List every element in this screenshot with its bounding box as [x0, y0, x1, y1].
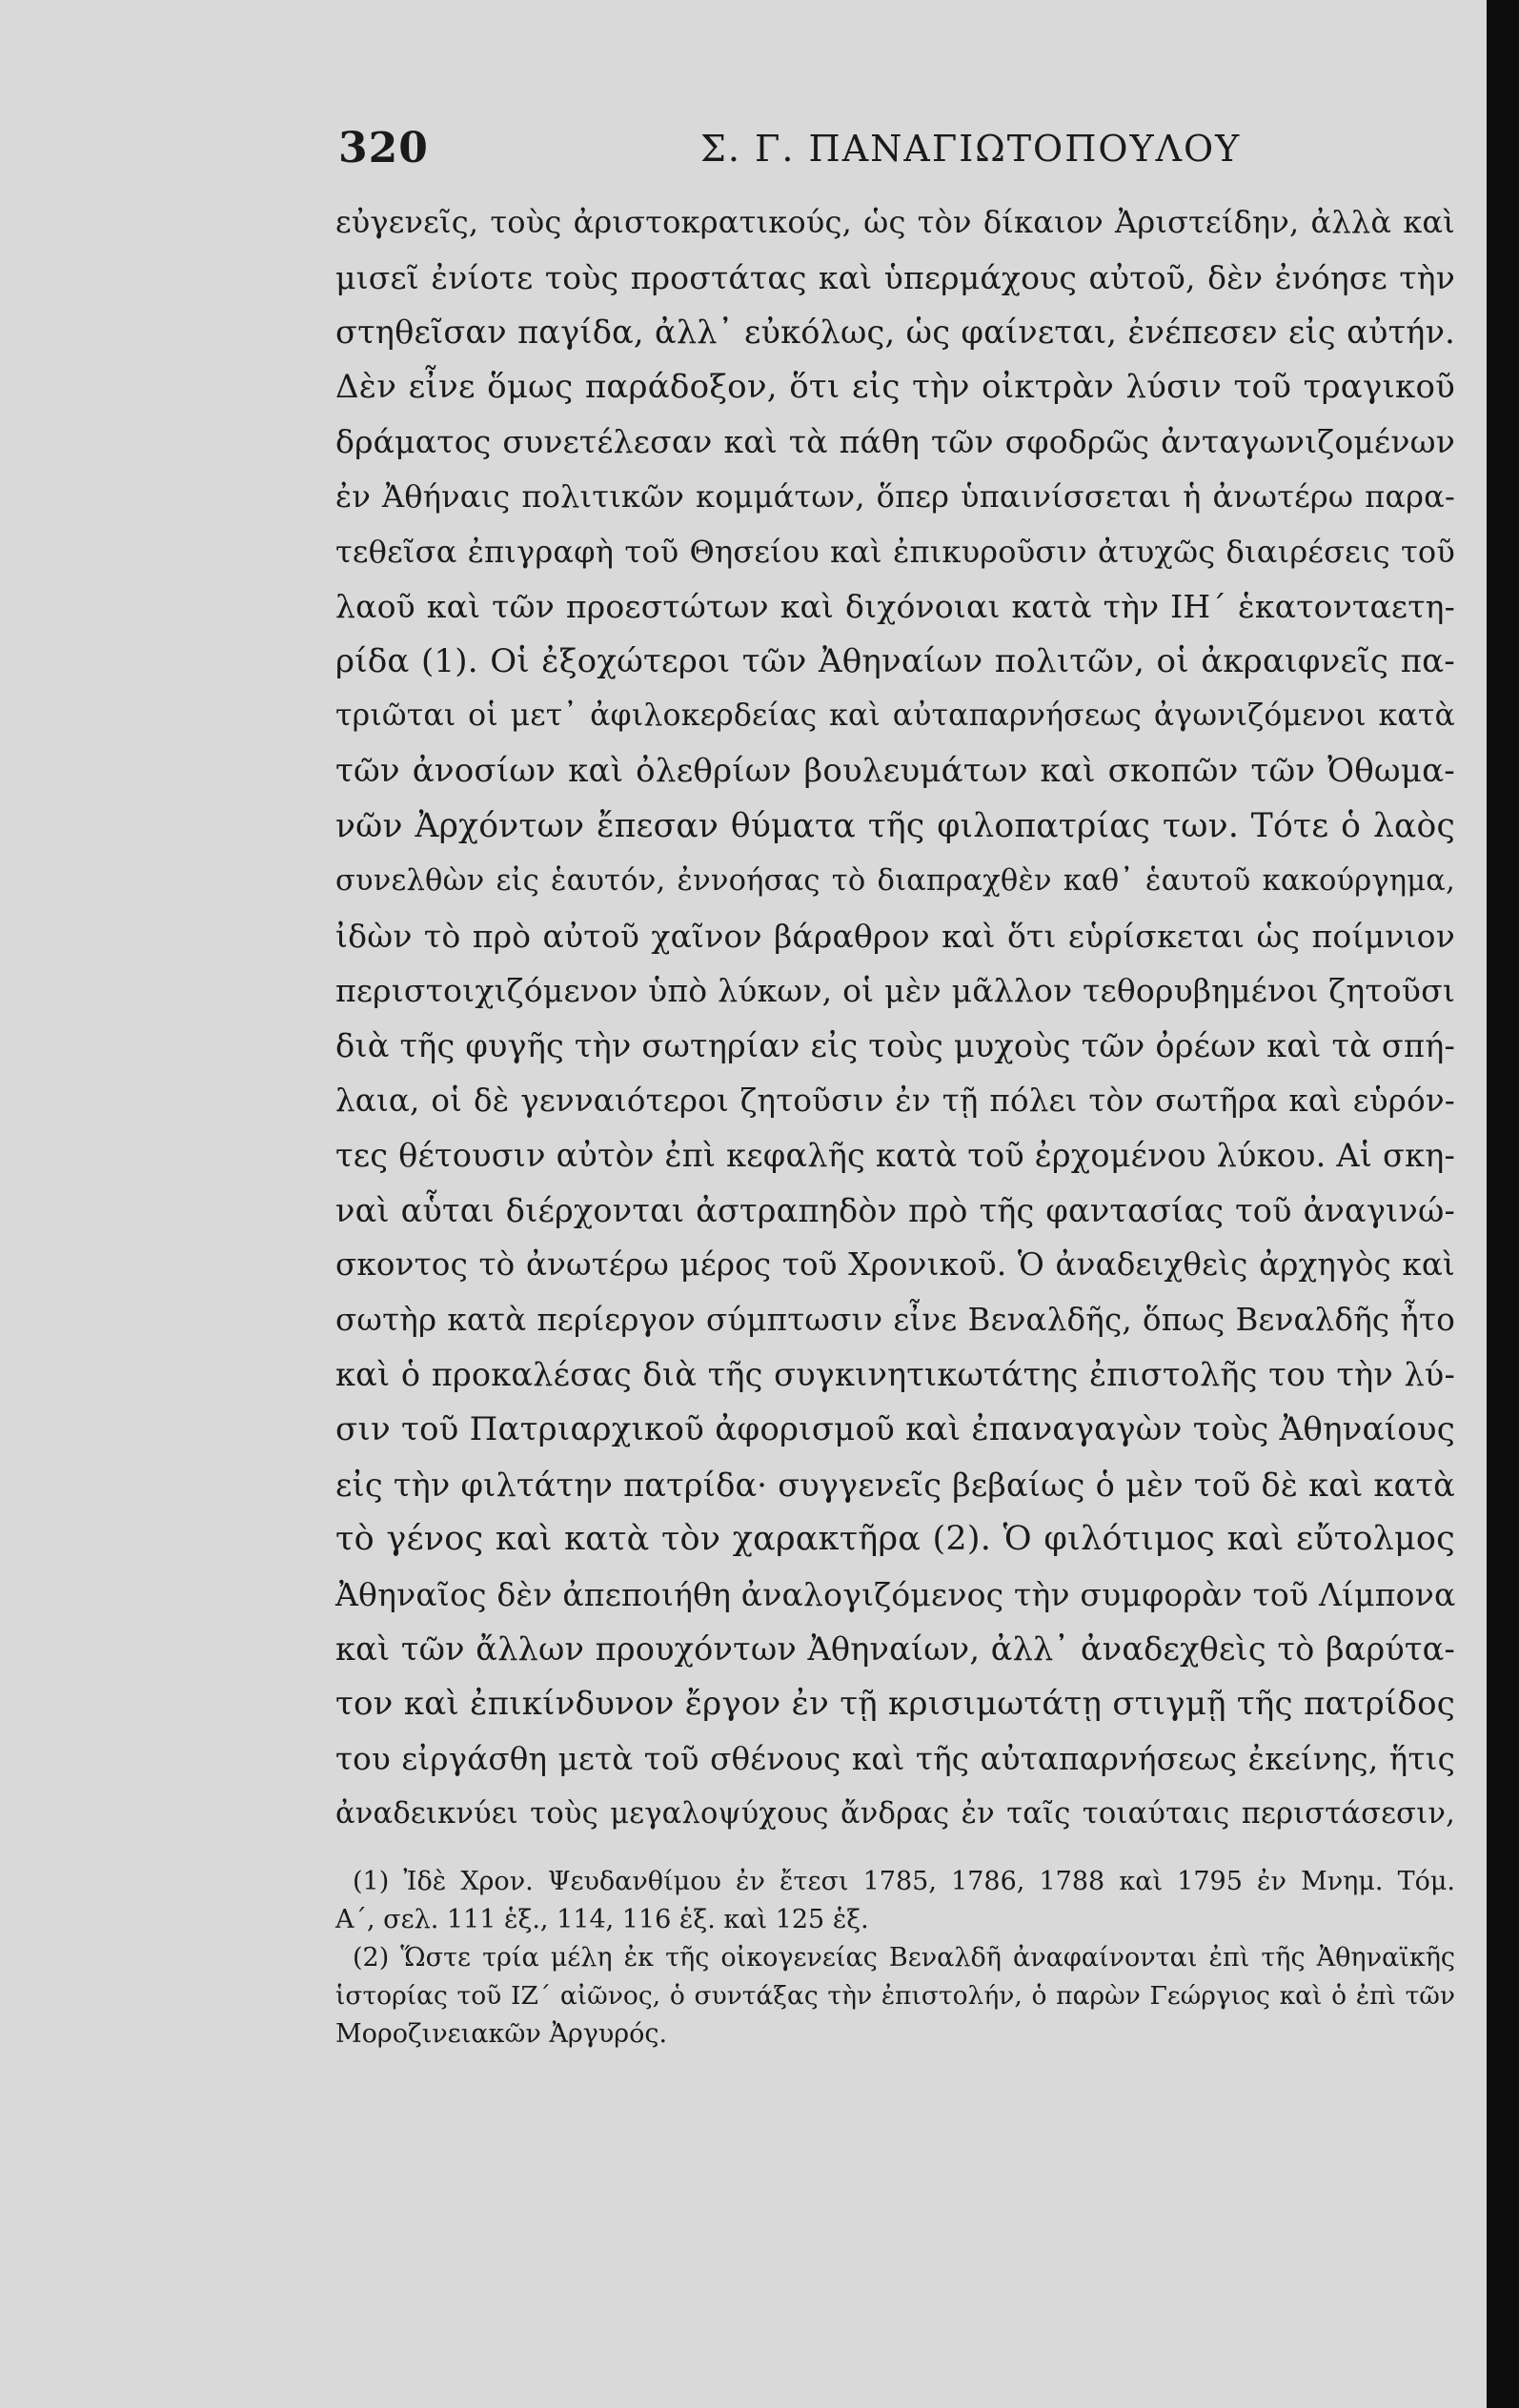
text-line: καὶ τῶν ἄλλων προυχόντων Ἀθηναίων, ἀλλ᾽ ἀναδεχθεὶς τὸ βαρύτα- — [335, 1630, 1455, 1669]
text-line: του εἰργάσθη μετὰ τοῦ σθένους καὶ τῆς αὐταπαρνήσεως ἐκείνης, ἥτις — [335, 1740, 1455, 1777]
text-line: τῶν ἀνοσίων καὶ ὀλεθρίων βουλευμάτων καὶ σκοπῶν τῶν Ὀθωμα- — [335, 751, 1455, 790]
text-line: περιστοιχιζόμενον ὑπὸ λύκων, οἱ μὲν μᾶλλον τεθορυβημένοι ζητοῦσι — [335, 972, 1455, 1010]
footnote-line: ἱστορίας τοῦ ΙΖ´ αἰῶνος, ὁ συντάξας τὴν ἐπιστολήν, ὁ παρὼν Γεώργιος καὶ ὁ ἐπὶ τῶν — [335, 1981, 1455, 2011]
text-line: σωτὴρ κατὰ περίεργον σύμπτωσιν εἶνε Βεναλδῆς, ὅπως Βεναλδῆς ἦτο — [335, 1301, 1455, 1338]
text-line: ἐν Ἀθήναις πολιτικῶν κομμάτων, ὅπερ ὑπαινίσσεται ἡ ἀνωτέρω παρα- — [335, 477, 1455, 515]
footnote-line: (2) Ὥστε τρία μέλη ἐκ τῆς οἰκογενείας Βεναλδῆ ἀναφαίνονται ἐπὶ τῆς Ἀθηναϊκῆς — [353, 1943, 1455, 1973]
text-line: καὶ ὁ προκαλέσας διὰ τῆς συγκινητικωτάτης ἐπιστολῆς του τὴν λύ- — [335, 1356, 1455, 1394]
running-head: Σ. Γ. ΠΑΝΑΓΙΩΤΟΠΟΥΛΟΥ — [700, 128, 1242, 170]
text-line: δράματος συνετέλεσαν καὶ τὰ πάθη τῶν σφοδρῶς ἀνταγωνιζομένων — [335, 423, 1455, 461]
footnote-line: (1) Ἰδὲ Χρον. Ψευδανθίμου ἐν ἔτεσι 1785, 1786, 1788 καὶ 1795 ἐν Μνημ. Τόμ. — [353, 1867, 1455, 1896]
text-line: τεθεῖσα ἐπιγραφὴ τοῦ Θησείου καὶ ἐπικυροῦσιν ἀτυχῶς διαιρέσεις τοῦ — [335, 533, 1455, 570]
text-line: συνελθὼν εἰς ἑαυτόν, ἐννοήσας τὸ διαπραχθὲν καθ᾽ ἑαυτοῦ κακούργημα, — [335, 864, 1455, 899]
footnotes — [335, 1863, 1455, 2054]
text-line: τον καὶ ἐπικίνδυνον ἔργον ἐν τῇ κρισιμωτάτῃ στιγμῇ τῆς πατρίδος — [335, 1685, 1455, 1724]
text-line: τριῶται οἱ μετ᾽ ἀφιλοκερδείας καὶ αὐταπαρνήσεως ἀγωνιζόμενοι κατὰ — [335, 698, 1455, 734]
text-line: ναὶ αὗται διέρχονται ἀστραπηδὸν πρὸ τῆς φαντασίας τοῦ ἀναγινώ- — [335, 1191, 1455, 1229]
text-line: ρίδα (1). Οἱ ἐξοχώτεροι τῶν Ἀθηναίων πολιτῶν, οἱ ἀκραιφνεῖς πα- — [335, 641, 1455, 680]
text-line: Δὲν εἶνε ὅμως παράδοξον, ὅτι εἰς τὴν οἰκτρὰν λύσιν τοῦ τραγικοῦ — [335, 367, 1455, 406]
text-line: ἀναδεικνύει τοὺς μεγαλοψύχους ἄνδρας ἐν ταῖς τοιαύταις περιστάσεσιν, — [335, 1797, 1455, 1831]
text-line: λαια, οἱ δὲ γενναιότεροι ζητοῦσιν ἐν τῇ πόλει τὸν σωτῆρα καὶ εὑρόν- — [335, 1082, 1455, 1119]
text-line: νῶν Ἀρχόντων ἔπεσαν θύματα τῆς φιλοπατρίας των. Τότε ὁ λαὸς — [335, 806, 1455, 845]
main-text — [335, 195, 1455, 1842]
text-line: Ἀθηναῖος δὲν ἀπεποιήθη ἀναλογιζόμενος τὴν συμφορὰν τοῦ Λίμπονα — [335, 1575, 1456, 1613]
footnote-line: Μοροζινειακῶν Ἀργυρός. — [335, 2019, 668, 2049]
text-line: σκοντος τὸ ἀνωτέρω μέρος τοῦ Χρονικοῦ. Ὁ ἀναδειχθεὶς ἀρχηγὸς καὶ — [335, 1246, 1455, 1284]
text-line: μισεῖ ἐνίοτε τοὺς προστάτας καὶ ὑπερμάχους αὐτοῦ, δὲν ἐνόησε τὴν — [335, 258, 1455, 296]
text-line: λαοῦ καὶ τῶν προεστώτων καὶ διχόνοιαι κατὰ τὴν ΙΗ´ ἑκατονταετη- — [335, 588, 1455, 626]
page-header — [338, 124, 1444, 181]
text-line: εἰς τὴν φιλτάτην πατρίδα· συγγενεῖς βεβαίως ὁ μὲν τοῦ δὲ καὶ κατὰ — [335, 1466, 1455, 1504]
text-line: ἰδὼν τὸ πρὸ αὐτοῦ χαῖνον βάραθρον καὶ ὅτι εὑρίσκεται ὡς ποίμνιον — [335, 917, 1455, 955]
page-number: 320 — [338, 124, 429, 172]
text-line: εὐγενεῖς, τοὺς ἀριστοκρατικούς, ὡς τὸν δίκαιον Ἀριστείδην, ἀλλὰ καὶ — [335, 204, 1455, 240]
scan-edge — [1487, 0, 1519, 2408]
text-line: σιν τοῦ Πατριαρχικοῦ ἀφορισμοῦ καὶ ἐπαναγαγὼν τοὺς Ἀθηναίους — [335, 1410, 1455, 1449]
footnote-line: Α´, σελ. 111 ἑξ., 114, 116 ἑξ. καὶ 125 ἑξ. — [335, 1905, 869, 1934]
text-line: τὸ γένος καὶ κατὰ τὸν χαρακτῆρα (2). Ὁ φιλότιμος καὶ εὔτολμος — [335, 1520, 1455, 1559]
text-line: διὰ τῆς φυγῆς τὴν σωτηρίαν εἰς τοὺς μυχοὺς τῶν ὀρέων καὶ τὰ σπή- — [335, 1026, 1455, 1064]
text-line: τες θέτουσιν αὐτὸν ἐπὶ κεφαλῆς κατὰ τοῦ ἐρχομένου λύκου. Αἱ σκη- — [335, 1137, 1455, 1175]
text-line: στηθεῖσαν παγίδα, ἀλλ᾽ εὐκόλως, ὡς φαίνεται, ἐνέπεσεν εἰς αὐτήν. — [335, 314, 1455, 352]
